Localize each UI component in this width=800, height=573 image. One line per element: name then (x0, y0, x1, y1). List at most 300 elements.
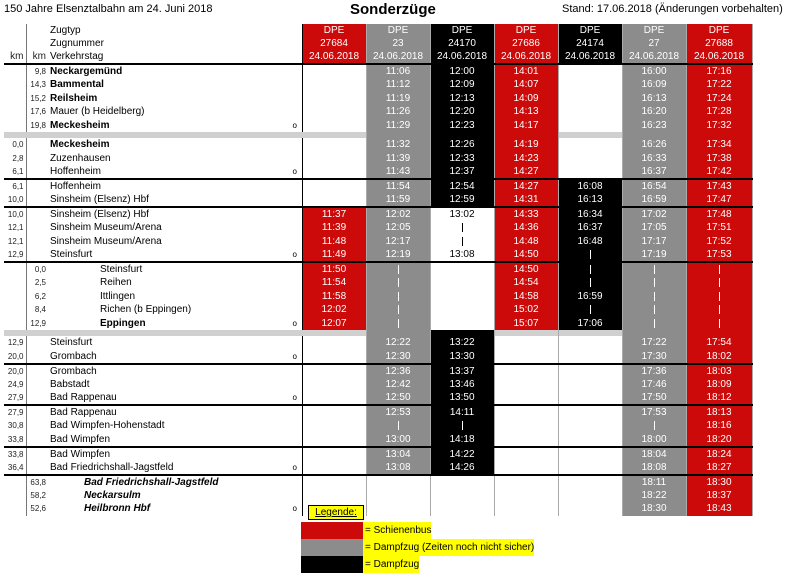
km-value: 9,8 (26, 64, 48, 78)
time-cell: 14:07 (494, 78, 558, 92)
timetable-row (4, 78, 752, 92)
time-cell: 12:53 (366, 405, 430, 419)
time-cell (558, 391, 622, 405)
pass-through-marker (654, 278, 655, 287)
time-cell: 18:09 (686, 378, 752, 392)
time-cell (302, 350, 366, 364)
station-mark: o (288, 502, 302, 516)
train-header-nr: 27688 (686, 37, 752, 50)
station-name: Steinsfurt (50, 249, 93, 260)
time-cell: 12:23 (430, 119, 494, 133)
timetable-row (4, 364, 752, 378)
pass-through-marker (398, 305, 399, 314)
time-cell-pass (686, 303, 752, 317)
time-cell: 16:09 (622, 78, 686, 92)
timetable-row (4, 276, 752, 290)
time-cell: 14:48 (494, 235, 558, 249)
time-cell: 18:22 (622, 489, 686, 503)
time-cell (430, 489, 494, 503)
station-mark (288, 378, 302, 392)
pass-through-marker (398, 292, 399, 301)
km-value (26, 461, 48, 475)
timetable-row (4, 262, 752, 276)
train-header-nr: 27684 (302, 37, 366, 50)
time-cell: 11:29 (366, 119, 430, 133)
column-label: Verkehrstag (50, 51, 104, 62)
timetable-row (4, 138, 752, 152)
km-value (26, 235, 48, 249)
timetable-row (4, 475, 752, 489)
km-value: 0,0 (26, 262, 48, 276)
time-cell: 17:02 (622, 207, 686, 221)
time-cell-pass (622, 276, 686, 290)
km-value: 63,8 (26, 475, 48, 489)
station-name: Bad Friedrichshall-Jagstfeld (48, 475, 288, 489)
time-cell: 12:42 (366, 378, 430, 392)
station-mark (288, 475, 302, 489)
time-cell: 17:48 (686, 207, 752, 221)
time-cell: 11:54 (302, 276, 366, 290)
time-cell: 16:20 (622, 105, 686, 119)
km-value: 6,2 (34, 291, 46, 301)
train-header-typ: DPE (430, 24, 494, 37)
time-cell-pass (366, 290, 430, 304)
time-cell: 15:07 (494, 317, 558, 331)
time-cell (494, 391, 558, 405)
station-mark (288, 433, 302, 447)
pass-through-marker (590, 278, 591, 287)
time-cell: 18:04 (622, 447, 686, 461)
time-cell: 12:30 (366, 350, 430, 364)
time-cell (494, 364, 558, 378)
time-cell: 12:26 (430, 138, 494, 152)
train-header-typ: DPE (494, 24, 558, 37)
time-cell: 12:50 (366, 391, 430, 405)
time-cell (558, 502, 622, 516)
time-cell: 12:07 (302, 317, 366, 331)
train-header-nr: 24170 (430, 37, 494, 50)
mark-cell (288, 24, 302, 37)
time-cell (494, 461, 558, 475)
timetable-row (4, 64, 752, 78)
time-cell: 12:02 (366, 207, 430, 221)
time-cell (494, 378, 558, 392)
km-label (4, 37, 26, 50)
time-cell: 17:16 (686, 64, 752, 78)
time-cell: 16:34 (558, 207, 622, 221)
time-cell: 17:42 (686, 165, 752, 179)
time-cell-pass (622, 303, 686, 317)
time-cell (494, 475, 558, 489)
km-value: 33,8 (4, 433, 26, 447)
time-cell: 13:37 (430, 364, 494, 378)
time-cell: 13:22 (430, 336, 494, 350)
timetable (4, 24, 753, 516)
km-label (4, 24, 26, 37)
time-cell (302, 419, 366, 433)
header-row (4, 50, 752, 64)
time-cell: 16:59 (558, 290, 622, 304)
header-date-note: 150 Jahre Elsenztalbahn am 24. Juni 2018 (4, 3, 213, 15)
time-cell: 17:51 (686, 221, 752, 235)
column-label: Zugtyp (50, 25, 81, 36)
km-value (26, 248, 48, 262)
km-value: 30,8 (4, 419, 26, 433)
pass-through-marker (462, 421, 463, 430)
legend (301, 505, 559, 569)
time-cell: 17:50 (622, 391, 686, 405)
time-cell: 16:26 (622, 138, 686, 152)
time-cell: 12:22 (366, 336, 430, 350)
time-cell: 16:00 (622, 64, 686, 78)
time-cell: 12:05 (366, 221, 430, 235)
km-value (26, 179, 48, 193)
mark-cell (288, 37, 302, 50)
km-value (4, 475, 26, 489)
pass-through-marker (398, 319, 399, 328)
train-header-tag: 24.06.2018 (366, 50, 430, 64)
pass-through-marker (462, 237, 463, 246)
time-cell: 11:37 (302, 207, 366, 221)
time-cell (302, 391, 366, 405)
km-value (4, 502, 26, 516)
time-cell-pass (430, 419, 494, 433)
time-cell: 14:50 (494, 248, 558, 262)
time-cell: 18:11 (622, 475, 686, 489)
km-value: 20,0 (4, 350, 26, 364)
station-mark (288, 92, 302, 106)
station-name: Richen (b Eppingen) (100, 304, 192, 316)
pass-through-marker (719, 319, 720, 328)
station-name: Bad Rappenau (50, 392, 117, 403)
km-value (4, 92, 26, 106)
station-name: Hoffenheim (48, 179, 288, 193)
time-cell: 11:59 (366, 193, 430, 207)
legend-swatch-red (301, 522, 363, 539)
km-value (26, 207, 48, 221)
km-value (4, 262, 26, 276)
station-mark (288, 262, 302, 276)
time-cell-pass (622, 317, 686, 331)
time-cell: 17:22 (686, 78, 752, 92)
time-cell: 11:54 (366, 179, 430, 193)
km-value: 6,1 (4, 179, 26, 193)
station-mark (288, 207, 302, 221)
time-cell: 11:32 (366, 138, 430, 152)
station-mark (288, 221, 302, 235)
pass-through-marker (398, 265, 399, 274)
station-mark (288, 138, 302, 152)
time-cell: 17:17 (622, 235, 686, 249)
timetable-row (4, 193, 752, 207)
timetable-row (4, 235, 752, 249)
time-cell (302, 138, 366, 152)
time-cell (302, 165, 366, 179)
time-cell: 17:36 (622, 364, 686, 378)
time-cell (302, 489, 366, 503)
time-cell: 12:54 (430, 179, 494, 193)
time-cell: 18:13 (686, 405, 752, 419)
km-value: 17,6 (30, 107, 46, 117)
station-name: Grombach (50, 350, 97, 362)
time-cell: 13:50 (430, 391, 494, 405)
time-cell: 14:58 (494, 290, 558, 304)
km-value (26, 221, 48, 235)
station-name: Ittlingen (100, 290, 136, 302)
station-name: Neckarsulm (84, 489, 141, 501)
station-name: Hoffenheim (50, 166, 101, 177)
station-mark (288, 447, 302, 461)
km-value (26, 447, 48, 461)
header-row (4, 24, 752, 37)
timetable-row (4, 419, 752, 433)
station-mark: o (288, 350, 302, 364)
time-cell: 12:13 (430, 92, 494, 106)
km-value: 12,1 (4, 235, 26, 249)
time-cell (366, 489, 430, 503)
time-cell-pass (686, 290, 752, 304)
station-mark: o (288, 248, 302, 262)
time-cell: 14:54 (494, 276, 558, 290)
km-value: 15,2 (30, 93, 46, 103)
train-header-tag: 24.06.2018 (622, 50, 686, 64)
time-cell: 17:24 (686, 92, 752, 106)
time-cell: 17:38 (686, 152, 752, 166)
time-cell: 16:59 (622, 193, 686, 207)
km-label: km (32, 51, 46, 62)
time-cell (494, 350, 558, 364)
station-mark (288, 489, 302, 503)
km-value (26, 433, 48, 447)
train-header-tag: 24.06.2018 (686, 50, 752, 64)
station-name: Neckargemünd (48, 64, 288, 78)
time-cell: 16:08 (558, 179, 622, 193)
pass-through-marker (654, 319, 655, 328)
km-value (26, 152, 48, 166)
time-cell (558, 350, 622, 364)
time-cell: 12:36 (366, 364, 430, 378)
time-cell: 18:08 (622, 461, 686, 475)
time-cell: 18:20 (686, 433, 752, 447)
km-value (4, 276, 26, 290)
time-cell (558, 461, 622, 475)
km-value: 33,8 (4, 447, 26, 461)
time-cell: 12:37 (430, 165, 494, 179)
km-label (26, 37, 48, 50)
km-value: 2,5 (34, 278, 46, 288)
station-name: Bad Friedrichshall-Jagstfeld (50, 461, 174, 473)
km-value (26, 391, 48, 405)
pass-through-marker (398, 421, 399, 430)
time-cell: 17:53 (622, 405, 686, 419)
timetable-row (4, 165, 752, 179)
time-cell (558, 378, 622, 392)
time-cell: 14:18 (430, 433, 494, 447)
legend-title: Legende: (308, 505, 364, 520)
station-mark (288, 64, 302, 78)
time-cell-pass (686, 317, 752, 331)
km-value: 58,2 (30, 490, 46, 500)
station-name: Steinsfurt (48, 262, 288, 276)
time-cell-pass (686, 276, 752, 290)
timetable-row (4, 303, 752, 317)
station-name: Reihen (100, 277, 132, 289)
time-cell-pass (430, 235, 494, 249)
column-label: Zugnummer (50, 38, 104, 49)
time-cell (558, 152, 622, 166)
time-cell: 16:54 (622, 179, 686, 193)
time-cell (302, 378, 366, 392)
station-mark: o (288, 165, 302, 179)
station-mark (288, 419, 302, 433)
time-cell: 12:20 (430, 105, 494, 119)
time-cell (558, 105, 622, 119)
time-cell: 12:09 (430, 78, 494, 92)
km-value: 24,9 (4, 378, 26, 392)
time-cell: 14:13 (494, 105, 558, 119)
pass-through-marker (590, 265, 591, 274)
pass-through-marker (719, 292, 720, 301)
timetable-row (4, 290, 752, 304)
km-value (4, 64, 26, 78)
time-cell: 12:59 (430, 193, 494, 207)
km-value: 12,9 (4, 336, 26, 350)
station-mark: o (288, 317, 302, 331)
km-value (4, 317, 26, 331)
time-cell-pass (558, 276, 622, 290)
time-cell: 17:34 (686, 138, 752, 152)
time-cell: 11:39 (302, 221, 366, 235)
time-cell: 13:02 (430, 207, 494, 221)
station-mark (288, 105, 302, 119)
km-label (26, 24, 48, 37)
station-name: Reilsheim (50, 92, 98, 104)
time-cell: 16:33 (622, 152, 686, 166)
time-cell: 13:46 (430, 378, 494, 392)
train-header-tag: 24.06.2018 (558, 50, 622, 64)
train-header-typ: DPE (686, 24, 752, 37)
time-cell: 12:17 (366, 235, 430, 249)
time-cell: 13:08 (430, 248, 494, 262)
time-cell: 11:39 (366, 152, 430, 166)
time-cell: 16:37 (622, 165, 686, 179)
time-cell (558, 165, 622, 179)
km-value (26, 378, 48, 392)
time-cell: 13:00 (366, 433, 430, 447)
time-cell: 12:33 (430, 152, 494, 166)
time-cell-pass (366, 276, 430, 290)
timetable-row (4, 207, 752, 221)
time-cell (558, 138, 622, 152)
pass-through-marker (398, 278, 399, 287)
time-cell: 14:26 (430, 461, 494, 475)
time-cell (302, 105, 366, 119)
station-mark (288, 179, 302, 193)
train-header-nr: 27686 (494, 37, 558, 50)
time-cell: 14:17 (494, 119, 558, 133)
pass-through-marker (654, 265, 655, 274)
station-mark (288, 193, 302, 207)
legend-swatch-gray (301, 539, 363, 556)
time-cell: 15:02 (494, 303, 558, 317)
time-cell: 14:01 (494, 64, 558, 78)
station-mark (288, 303, 302, 317)
km-value: 12,1 (4, 221, 26, 235)
time-cell-pass (430, 221, 494, 235)
station-mark: o (288, 461, 302, 475)
timetable-row (4, 489, 752, 503)
km-value: 14,3 (30, 80, 46, 90)
mark-cell (288, 50, 302, 64)
time-cell: 11:50 (302, 262, 366, 276)
station-name: Meckesheim (50, 119, 110, 131)
time-cell: 13:08 (366, 461, 430, 475)
time-cell (302, 152, 366, 166)
time-cell: 16:23 (622, 119, 686, 133)
km-value: 2,8 (4, 152, 26, 166)
time-cell: 18:00 (622, 433, 686, 447)
time-cell (302, 336, 366, 350)
time-cell (302, 78, 366, 92)
time-cell: 11:06 (366, 64, 430, 78)
train-header-typ: DPE (302, 24, 366, 37)
km-value: 20,0 (4, 364, 26, 378)
time-cell: 17:47 (686, 193, 752, 207)
km-value: 6,1 (4, 165, 26, 179)
km-value: 36,4 (4, 461, 26, 475)
time-cell: 14:27 (494, 165, 558, 179)
time-cell: 18:03 (686, 364, 752, 378)
km-value (4, 303, 26, 317)
station-mark: o (288, 391, 302, 405)
legend-text: = Dampfzug (Zeiten noch nicht sicher) (363, 539, 534, 556)
timetable-row (4, 105, 752, 119)
station-name: Bad Wimpfen (50, 433, 111, 445)
timetable-row (4, 221, 752, 235)
time-cell (494, 447, 558, 461)
km-value (4, 105, 26, 119)
time-cell (302, 64, 366, 78)
time-cell (558, 419, 622, 433)
station-name: Mauer (b Heidelberg) (50, 106, 145, 118)
km-value (26, 193, 48, 207)
time-cell-pass (558, 262, 622, 276)
time-cell (302, 461, 366, 475)
time-cell: 14:31 (494, 193, 558, 207)
time-cell: 11:26 (366, 105, 430, 119)
km-value (26, 336, 48, 350)
time-cell: 18:02 (686, 350, 752, 364)
time-cell-pass (366, 419, 430, 433)
station-mark (288, 235, 302, 249)
station-name: Eppingen (100, 317, 146, 329)
time-cell (558, 119, 622, 133)
time-cell: 11:48 (302, 235, 366, 249)
time-cell: 17:53 (686, 248, 752, 262)
timetable-row (4, 179, 752, 193)
time-cell: 16:37 (558, 221, 622, 235)
km-value: 19,8 (30, 120, 46, 130)
time-cell: 12:19 (366, 248, 430, 262)
time-cell: 17:32 (686, 119, 752, 133)
time-cell: 18:27 (686, 461, 752, 475)
time-cell: 13:30 (430, 350, 494, 364)
time-cell: 11:49 (302, 248, 366, 262)
time-cell: 18:12 (686, 391, 752, 405)
time-cell: 16:13 (622, 92, 686, 106)
station-name: Sinsheim Museum/Arena (50, 235, 162, 247)
time-cell: 12:02 (302, 303, 366, 317)
